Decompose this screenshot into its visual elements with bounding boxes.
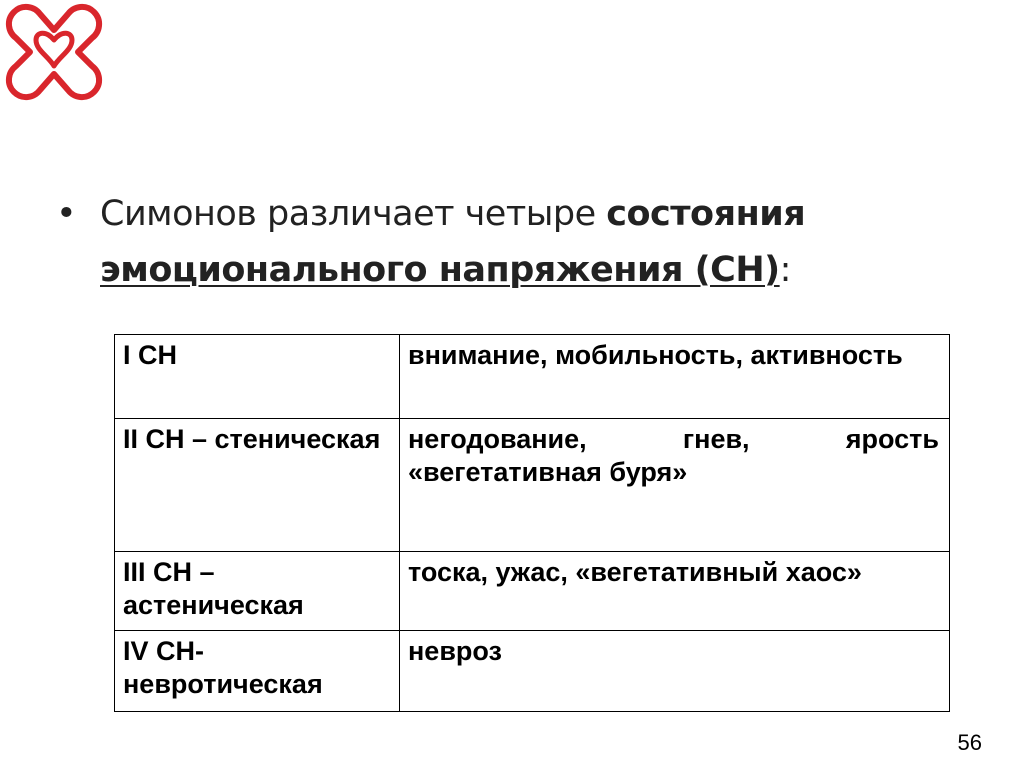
bullet-colon: : <box>779 250 791 290</box>
bullet-intro: Симонов различает четыре <box>100 194 607 234</box>
table-row <box>115 419 950 552</box>
bullet-point <box>56 186 956 298</box>
state-description-cell: негодование, гнев, ярость «вегетативная буря» <box>400 419 950 552</box>
bullet-bold-underlined-term: эмоционального напряжения (СН) <box>100 250 780 290</box>
emotional-tension-table <box>114 334 950 712</box>
state-name-cell: II СН – стеническая <box>115 419 400 552</box>
state-description-cell: внимание, мобильность, активность <box>400 335 950 419</box>
table-row <box>115 631 950 712</box>
state-name-cell: I СН <box>115 335 400 419</box>
table-row <box>115 552 950 631</box>
page-number: 56 <box>957 730 982 755</box>
state-description-cell: тоска, ужас, «вегетативный хаос» <box>400 552 950 631</box>
bullet-bold-term: состояния <box>606 194 806 234</box>
logo-icon <box>0 0 110 110</box>
state-description-cell: невроз <box>400 631 950 712</box>
table-row <box>115 335 950 419</box>
state-name-cell: IV СН-невротическая <box>115 631 400 712</box>
bullet-dot: • <box>56 194 77 234</box>
bullet-text <box>100 186 956 298</box>
state-name-cell: III СН – астеническая <box>115 552 400 631</box>
